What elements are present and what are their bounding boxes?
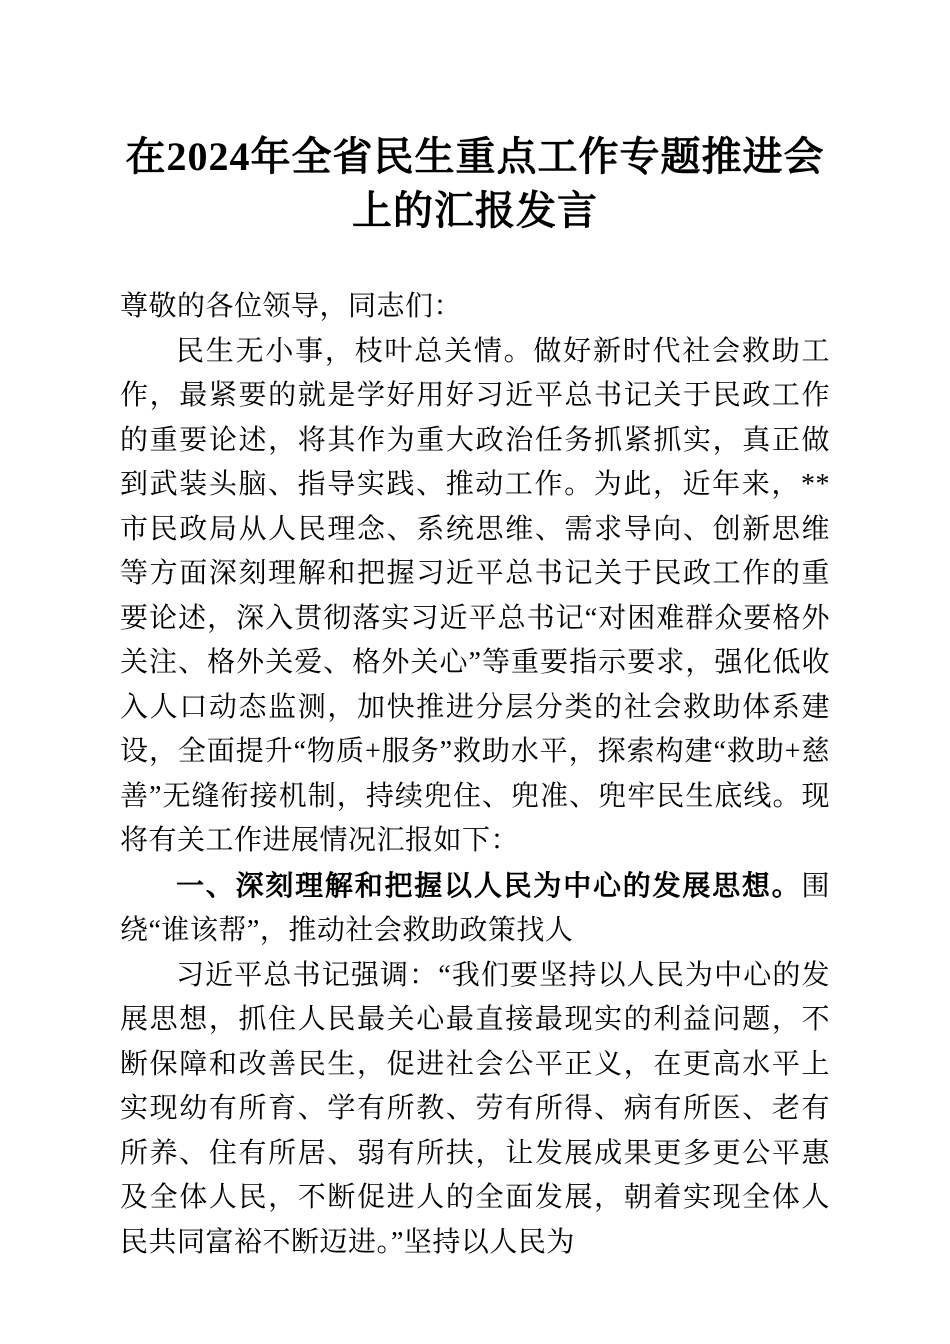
section-heading	[120, 864, 830, 954]
section-heading-bold-text: 一、深刻理解和把握以人民为中心的发展思想。	[176, 869, 802, 901]
paragraph-intro: 民生无小事，枝叶总关情。做好新时代社会救助工作，最紧要的就是学好用好习近平总书记关于民政工作的重要论述，将其作为重大政治任务抓紧抓实，真正做到武装头脑、指导实践、推动工作。为此，近年来，**市民政局从人民理念、系统思维、需求导向、创新思维等方面深刻理解和把握习近平总书记关于民政工作的重要论述，深入贯彻落实习近平总书记“对困难群众要格外关注、格外关爱、格外关心”等重要指示要求，强化低收入人口动态监测，加快推进分层分类的社会救助体系建设，全面提升“物质+服务”救助水平，探索构建“救助+慈善”无缝衔接机制，持续兜住、兜准、兜牢民生底线。现将有关工作进展情况汇报如下：	[120, 335, 830, 856]
document-body	[120, 285, 830, 1265]
section-heading-rest-text: 围绕“谁该帮”，推动社会救助政策找人	[120, 870, 830, 946]
paragraph-salutation: 尊敬的各位领导，同志们：	[120, 291, 463, 322]
document-title: 在2024年全省民生重点工作专题推进会上的汇报发言	[125, 134, 825, 233]
paragraph-quote: 习近平总书记强调：“我们要坚持以人民为中心的发展思想，抓住人民最关心最直接最现实的利益问题，不断保障和改善民生，促进社会公平正义，在更高水平上实现幼有所育、学有所教、劳有所得、病有所医、老有所养、住有所居、弱有所扶，让发展成果更多更公平惠及全体人民，不断促进人的全面发展，朝着实现全体人民共同富裕不断迈进。”坚持以人民为	[120, 959, 830, 1258]
